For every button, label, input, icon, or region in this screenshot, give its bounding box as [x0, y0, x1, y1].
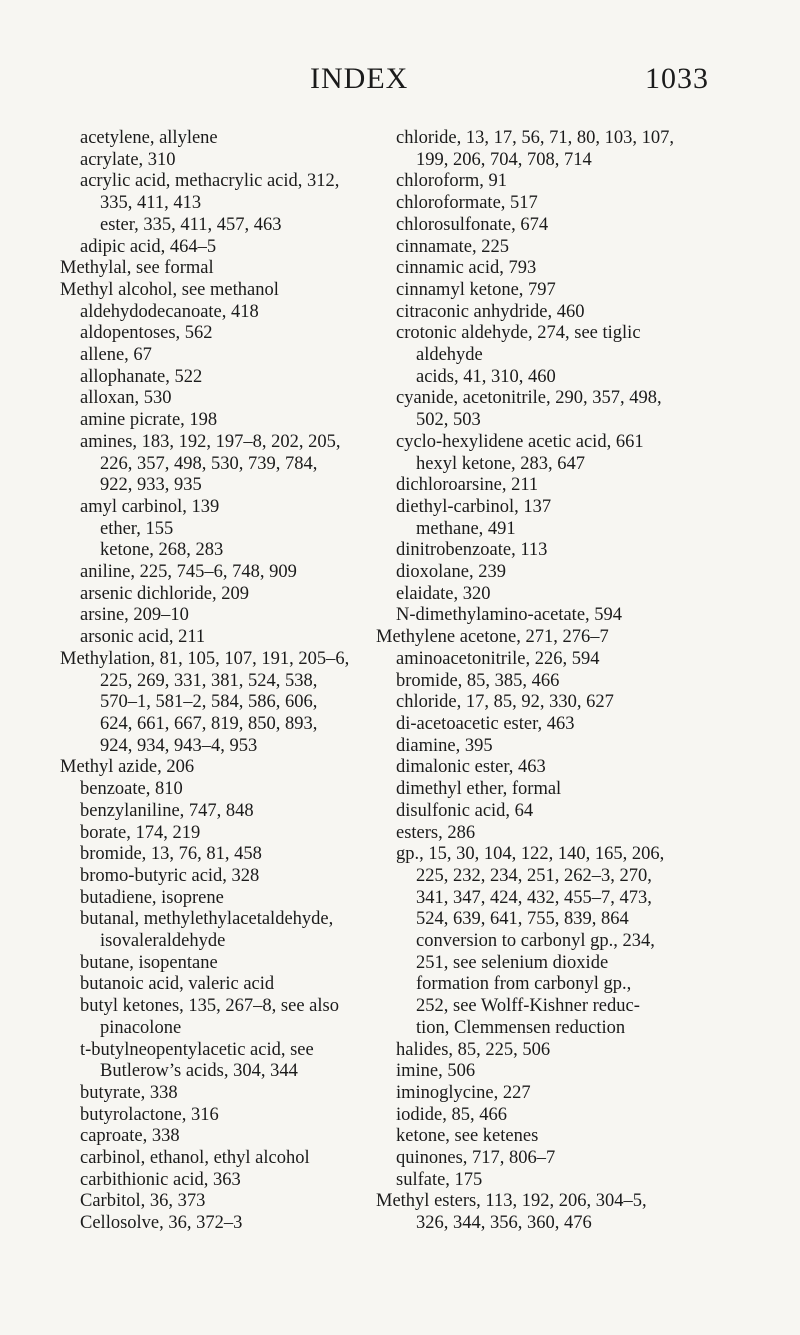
index-entry: arsenic dichloride, 209 — [80, 583, 250, 604]
index-column-left — [60, 128, 385, 1235]
index-entry: isovaleraldehyde — [100, 931, 226, 952]
page-header — [0, 62, 800, 102]
index-entry: cinnamyl ketone, 797 — [396, 279, 556, 300]
index-entry: Butlerow’s acids, 304, 344 — [100, 1061, 298, 1082]
index-entry: Methylal, see formal — [60, 258, 214, 279]
index-entry: elaidate, 320 — [396, 583, 491, 604]
index-entry: dimalonic ester, 463 — [396, 757, 546, 778]
index-entry: benzylaniline, 747, 848 — [80, 800, 254, 821]
index-entry: 924, 934, 943–4, 953 — [100, 735, 258, 756]
index-entry: dichloroarsine, 211 — [396, 475, 539, 496]
index-entry: quinones, 717, 806–7 — [396, 1148, 556, 1169]
index-entry: Cellosolve, 36, 372–3 — [80, 1213, 243, 1234]
index-entry: aldehydodecanoate, 418 — [80, 301, 259, 322]
index-entry: dinitrobenzoate, 113 — [396, 540, 548, 561]
index-entry: Methylene acetone, 271, 276–7 — [376, 627, 609, 648]
index-entry: caproate, 338 — [80, 1126, 180, 1147]
index-entry: tion, Clemmensen reduction — [416, 1017, 626, 1038]
index-entry: dimethyl ether, formal — [396, 779, 562, 800]
index-entry: 226, 357, 498, 530, 739, 784, — [100, 453, 318, 474]
page-number: 1033 — [645, 62, 709, 95]
index-entry: adipic acid, 464–5 — [80, 236, 217, 257]
index-entry: iminoglycine, 227 — [396, 1082, 531, 1103]
index-entry: aniline, 225, 745–6, 748, 909 — [80, 562, 297, 583]
index-entry: Methyl esters, 113, 192, 206, 304–5, — [376, 1191, 647, 1212]
index-entry: esters, 286 — [396, 822, 476, 843]
index-entry: Carbitol, 36, 373 — [80, 1191, 206, 1212]
index-entry: iodide, 85, 466 — [396, 1104, 507, 1125]
index-entry: diamine, 395 — [396, 735, 493, 756]
index-entry: chloride, 13, 17, 56, 71, 80, 103, 107, — [396, 128, 674, 148]
index-entry: 524, 639, 641, 755, 839, 864 — [416, 909, 629, 930]
index-entry: acrylate, 310 — [80, 149, 176, 170]
index-entry: butyl ketones, 135, 267–8, see also — [80, 996, 339, 1017]
index-entry: arsine, 209–10 — [80, 605, 189, 626]
index-entry: arsonic acid, 211 — [80, 627, 206, 648]
index-entry: butanal, methylethylacetaldehyde, — [80, 909, 334, 930]
index-entry: pinacolone — [100, 1017, 182, 1038]
index-entry: amines, 183, 192, 197–8, 202, 205, — [80, 431, 341, 452]
index-entry: allene, 67 — [80, 345, 152, 366]
index-entry: diethyl-carbinol, 137 — [396, 496, 552, 517]
index-entry: aldopentoses, 562 — [80, 323, 213, 344]
index-entry: 335, 411, 413 — [100, 193, 202, 214]
index-entry: sulfate, 175 — [396, 1169, 483, 1190]
index-entry: cyanide, acetonitrile, 290, 357, 498, — [396, 388, 662, 409]
index-entry: crotonic aldehyde, 274, see tiglic — [396, 323, 641, 344]
index-entry: aminoacetonitrile, 226, 594 — [396, 648, 600, 669]
index-entry: ketone, 268, 283 — [100, 540, 224, 561]
index-entry: dioxolane, 239 — [396, 562, 506, 583]
index-entry: 225, 232, 234, 251, 262–3, 270, — [416, 865, 652, 886]
index-entry: 199, 206, 704, 708, 714 — [416, 149, 592, 170]
index-entry: bromide, 85, 385, 466 — [396, 670, 560, 691]
index-entry: 252, see Wolff-Kishner reduc- — [416, 996, 640, 1017]
index-entry: formation from carbonyl gp., — [416, 974, 632, 995]
index-entry: Methylation, 81, 105, 107, 191, 205–6, — [60, 648, 350, 669]
index-entry: N-dimethylamino-acetate, 594 — [396, 605, 623, 626]
index-entry: ketone, see ketenes — [396, 1126, 539, 1147]
index-entry: butanoic acid, valeric acid — [80, 974, 275, 995]
index-entry: benzoate, 810 — [80, 779, 183, 800]
index-entry: di-acetoacetic ester, 463 — [396, 713, 575, 734]
index-entry: acrylic acid, methacrylic acid, 312, — [80, 171, 340, 192]
index-entry: cinnamate, 225 — [396, 236, 510, 257]
index-entry: cyclo-hexylidene acetic acid, 661 — [396, 431, 644, 452]
index-entry: 341, 347, 424, 432, 455–7, 473, — [416, 887, 652, 908]
index-entry: chloroform, 91 — [396, 171, 507, 192]
index-entry: gp., 15, 30, 104, 122, 140, 165, 206, — [396, 844, 665, 865]
index-entry: allophanate, 522 — [80, 366, 203, 387]
index-entry: borate, 174, 219 — [80, 822, 201, 843]
index-entry: halides, 85, 225, 506 — [396, 1039, 551, 1060]
index-entry: amyl carbinol, 139 — [80, 496, 220, 517]
index-entry: acetylene, allylene — [80, 128, 218, 148]
index-entry: acids, 41, 310, 460 — [416, 366, 556, 387]
index-entry: chloroformate, 517 — [396, 193, 538, 214]
index-entry: hexyl ketone, 283, 647 — [416, 453, 586, 474]
index-entry: 624, 661, 667, 819, 850, 893, — [100, 713, 318, 734]
index-entry: citraconic anhydride, 460 — [396, 301, 585, 322]
index-entry: 922, 933, 935 — [100, 475, 202, 496]
index-entry: 326, 344, 356, 360, 476 — [416, 1213, 592, 1234]
index-entry: ester, 335, 411, 457, 463 — [100, 214, 282, 235]
index-entry: Methyl azide, 206 — [60, 757, 195, 778]
index-entry: methane, 491 — [416, 518, 516, 539]
index-entry: chlorosulfonate, 674 — [396, 214, 549, 235]
index-entry: cinnamic acid, 793 — [396, 258, 537, 279]
index-entry: carbinol, ethanol, ethyl alcohol — [80, 1148, 310, 1169]
index-entry: bromo-butyric acid, 328 — [80, 865, 260, 886]
index-entry: t-butylneopentylacetic acid, see — [80, 1039, 314, 1060]
index-entry: 570–1, 581–2, 584, 586, 606, — [100, 692, 318, 713]
index-entry: 251, see selenium dioxide — [416, 952, 609, 973]
index-entry: disulfonic acid, 64 — [396, 800, 534, 821]
index-entry: aldehyde — [416, 345, 483, 366]
page-title: INDEX — [310, 62, 409, 95]
index-entry: chloride, 17, 85, 92, 330, 627 — [396, 692, 614, 713]
index-entry: Methyl alcohol, see methanol — [60, 279, 279, 300]
index-entry: ether, 155 — [100, 518, 174, 539]
index-entry: bromide, 13, 76, 81, 458 — [80, 844, 262, 865]
index-entry: butadiene, isoprene — [80, 887, 224, 908]
index-entry: imine, 506 — [396, 1061, 476, 1082]
index-entry: butyrolactone, 316 — [80, 1104, 219, 1125]
index-entry: 225, 269, 331, 381, 524, 538, — [100, 670, 318, 691]
index-entry: carbithionic acid, 363 — [80, 1169, 241, 1190]
index-entry: amine picrate, 198 — [80, 410, 218, 431]
index-column-right — [376, 128, 721, 1235]
index-entry: butyrate, 338 — [80, 1082, 178, 1103]
index-entry: 502, 503 — [416, 410, 481, 431]
index-entry: alloxan, 530 — [80, 388, 172, 409]
index-entry: butane, isopentane — [80, 952, 218, 973]
index-entry: conversion to carbonyl gp., 234, — [416, 931, 655, 952]
